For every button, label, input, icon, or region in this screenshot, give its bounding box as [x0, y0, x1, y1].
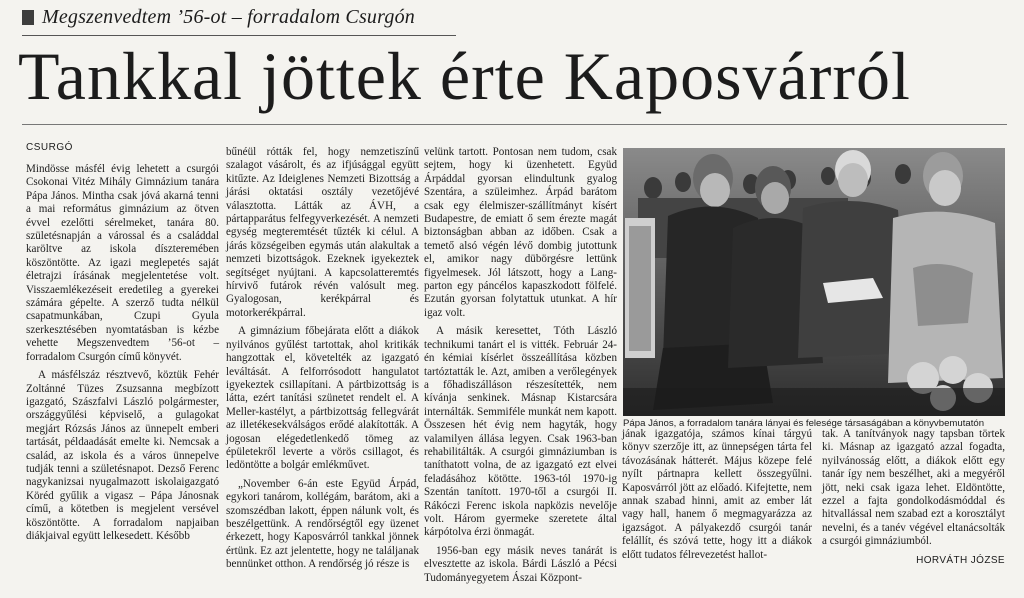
- photo-image: [623, 148, 1005, 416]
- photo-caption: Pápa János, a forradalom tanára lányai és felesége társaságában a könyvbemutatón: [623, 418, 985, 429]
- paragraph: tak. A tanítványok nagy tapsban törtek ki. Másnap az igazgató azzal fogadta, nyilvánosság előtt, a diákok előtt egy tanár így nem beszélhet, aki a megyéről jött, neki csak igaza lehet. Eldöntötte, ezzel a fajta gondolkodásmóddal és hitvallással nem szabad ezt a korosztályt nevelni, és a tanév végével eltanácsolták a csurgói gimnáziumból.: [822, 428, 1005, 548]
- dateline: CSURGÓ: [26, 142, 73, 153]
- author-byline: HORVÁTH JÓZSE: [916, 554, 1005, 566]
- paragraph: jának igazgatója, számos kínai tárgyú könyv szerzője itt, az ünnepségen tárta fel távozásának hátterét. Május közepe felé nyílt pártnapra kellett összegyűlni. Kaposvárról jött az előadó. Kifejtette, nem annak szabad hinni, amit az ember lát vagy hall, hanem ő megmagyarázza az igazságot. A pályakezdő csurgói tanár felállít, és szóvá tette, hogy itt a diákok előtt tudatos félrevezetést hallot-: [622, 428, 812, 561]
- paragraph: A másfélszáz résztvevő, köztük Fehér Zoltánné Tüzes Zsuzsanna megbízott igazgató, Szászfalvi László polgármester, országgyűlési képviselő, a gulagokat megjárt Rózsás János az ünnepelt emberi tartását, példaadását emelte ki. Nemcsak a család, az iskola és a város ünnepelve tudják tenni a születésnapot. Dezső Ferenc nagykanizsai nyugalmazott iskolaigazgató Köréd gyűlik a vigasz – Pápa Jánosnak című, a kötetben is megjelent versével köszöntötte. A forradalom napjaiban diákjaival együtt lelkesedett. Később: [26, 369, 219, 542]
- paragraph: bűnéül rótták fel, hogy nemzetiszínű szalagot vásárolt, és az ifjúsággal együtt kitűzte. Az Ideiglenes Nemzeti Bizottság a járási oktatási osztály vezetőjévé választotta. Látták az ÁVH, a pártapparátus felfegyverkezését. A nemzeti egység megteremtését tűzték ki célul. A járás községeiben egymás után alakultak a nemzeti bizottságok. Ezeknek igyekeztek segítséget nyújtani. A kapcsolatteremtés hírvivő futárok révén valósult meg. Gyalogosan, kerékpárral és motorkerékpárral.: [226, 146, 419, 319]
- paragraph: velünk tartott. Pontosan nem tudom, csak sejtem, hogy ki üzenhetett. Együd Árpáddal gyorsan elindultunk gyalog Szentára, a szüleimhez. Árpád barátom csak egy élelmiszer-szállítmányt kísért Budapestre, de emiatt ő sem érezte magát biztonságban abban az időben. Csak a temető alsó végén lévő dombig jutottunk el, amikor nagy dübörgésre lettünk figyelmesek. Jól látszott, hogy a Lang-parton egy páncélos kapaszkodott fölfelé. Ezután gyorsan folytattuk utunkat. A hír igaz volt.: [424, 146, 617, 319]
- paragraph: 1956-ban egy másik neves tanárát is elvesztette az iskola. Bárdi László a Pécsi Tudományegyetem Ászai Központ-: [424, 544, 617, 584]
- paragraph: A másik keresettet, Tóth László technikumi tanárt el is vitték. Február 24-én kémiai kísérlet összeállítása közben tartóztatták le. Azt, amiben a verőlegények a főhadiszálláson részesítették, nem kívánja senkinek. Másnap Kistarcsára internálták. Semmiféle munkát nem kapott. Összesen hét évig nem hagyták, hogy valamilyen állása legyen. Csak 1963-ban rehabilitálták. A csurgói gimnáziumban is taníthatott volna, de az igazgató ezt elvei feladásához kötötte. 1963-tól 1970-ig Szentán tanított. 1970-től a csurgói II. Rákóczi Ferenc iskola napközis nevelője volt. Három gyermeke szeretete által kárpótolva érzi önmagát.: [424, 325, 617, 539]
- article-column-1: [26, 163, 219, 548]
- paragraph: Mindösse másfél évig lehetett a csurgói Csokonai Vitéz Mihály Gimnázium tanára Pápa János. Mintha csak jóvá akarná tenni a mai református gimnázium az ötven évvel ezelőtti sérelmeket, tanára 80. születésnapján a várossal és a családdal karöltve az iskola díszteremében köszöntötte. Az igazi meglepetés saját életrajzi írásának megjelentetése volt. Visszaemlékezéseit eredetileg a gyerekei számára gépelte. A szerző tudta nélkül csapatmunkában, Czupi Gyula szerkesztésében nyomtatásban is kézbe vehette Megszenvedtem ’56-ot – forradalom Csurgón című könyvét.: [26, 163, 219, 363]
- article-column-3: [424, 146, 617, 590]
- paragraph: A gimnázium főbejárata előtt a diákok nyilvános gyűlést tartottak, ahol kritikák hangzottak el, követelték az igazgató leváltását. A felforrósodott hangulatot igyekeztek csillapítani. A pártbizottság is látta, ezért tanítási szünetet rendelt el. A Meller-kastélyt, a pártbizottság fellegvárát az illetékesekválságos erődé alakították. A jogosan elégedetlenkedő tömeg az épületekről leverte a vörös csillagot, és ledöntötte a bolgár emlékművet.: [226, 325, 419, 472]
- kicker: [22, 6, 415, 29]
- article-column-4: [622, 428, 812, 567]
- paragraph: „November 6-án este Együd Árpád, egykori tanárom, kollégám, barátom, aki a szomszédban lakott, éppen nálunk volt, és beszélgettünk. A rendőrségtől egy üzenet érkezett, hogy Kaposvárról tankkal jönnek értünk. Ez azt jelentette, hogy ne találjanak bennünket otthon. A rendőrség jó része is: [226, 477, 419, 571]
- kicker-box-icon: [22, 10, 34, 25]
- article-column-2: [226, 146, 419, 577]
- article-photo: [623, 148, 1005, 416]
- kicker-text: Megszenvedtem ’56-ot – forradalom Csurgón: [42, 6, 415, 28]
- article-column-5: [822, 428, 1005, 567]
- kicker-divider: [22, 35, 456, 36]
- headline: Tankkal jöttek érte Kaposvárról: [18, 38, 911, 114]
- headline-divider: [22, 124, 1007, 125]
